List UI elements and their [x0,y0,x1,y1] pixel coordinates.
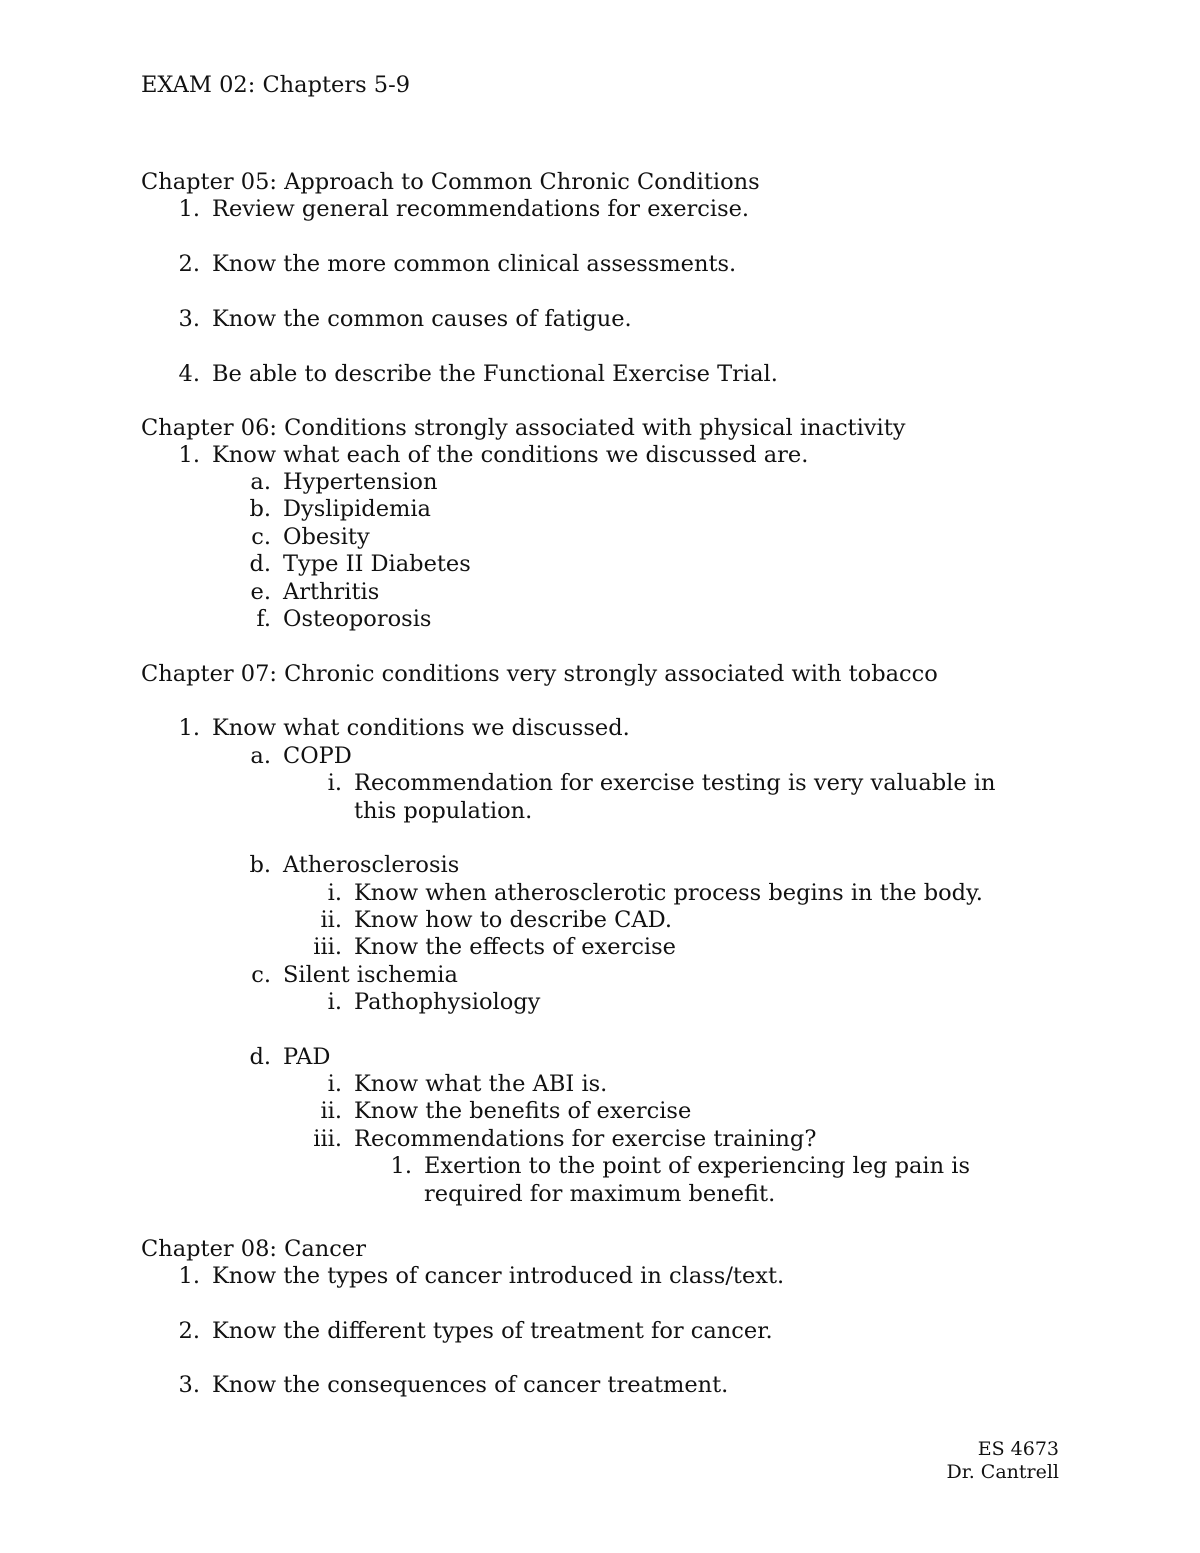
list-text: Know the common causes of fatigue. [212,306,632,332]
list-marker: 1. [178,1263,200,1289]
list-marker: iii. [313,1126,342,1152]
list-text: Exertion to the point of experiencing leg pain is [424,1153,970,1179]
list-text: Know what each of the conditions we discussed are. [212,442,809,468]
list-text: Dyslipidemia [283,496,431,522]
list-marker: c. [251,962,271,988]
list-marker: ii. [320,907,342,933]
list-marker: f. [256,606,271,632]
list-marker: ii. [320,1098,342,1124]
list-text: Know the more common clinical assessments. [212,251,737,277]
list-text: Be able to describe the Functional Exercise Trial. [212,361,778,387]
list-text: Know the consequences of cancer treatment. [212,1372,729,1398]
list-marker: b. [249,852,271,878]
footer-course: ES 4673 [977,1438,1059,1460]
chapter-08-heading: Chapter 08: Cancer [141,1236,366,1262]
list-text: Know the types of cancer introduced in class/text. [212,1263,785,1289]
list-marker: 3. [178,306,200,332]
list-text: Hypertension [283,469,438,495]
list-text: PAD [283,1044,331,1070]
list-marker: 1. [178,196,200,222]
list-text: Review general recommendations for exercise. [212,196,750,222]
list-text: Obesity [283,524,370,550]
list-text: Recommendation for exercise testing is very valuable in [354,770,996,796]
page-title: EXAM 02: Chapters 5-9 [141,72,411,98]
list-text-continued: this population. [354,798,533,824]
list-marker: 1. [178,442,200,468]
list-marker: i. [327,989,342,1015]
list-text: Pathophysiology [354,989,541,1015]
list-text: Type II Diabetes [283,551,471,577]
list-text: Osteoporosis [283,606,432,632]
chapter-07-heading: Chapter 07: Chronic conditions very strongly associated with tobacco [141,661,938,687]
list-text: Recommendations for exercise training? [354,1126,817,1152]
list-marker: 2. [178,251,200,277]
list-text: Know what conditions we discussed. [212,715,630,741]
list-text: Atherosclerosis [283,852,460,878]
list-marker: d. [249,551,271,577]
list-marker: i. [327,1071,342,1097]
list-marker: i. [327,880,342,906]
footer-instructor: Dr. Cantrell [946,1461,1059,1483]
list-marker: c. [251,524,271,550]
list-text: Know the effects of exercise [354,934,676,960]
list-text: Know the different types of treatment for cancer. [212,1318,773,1344]
list-text: Know how to describe CAD. [354,907,672,933]
list-marker: a. [250,743,271,769]
chapter-06-heading: Chapter 06: Conditions strongly associated with physical inactivity [141,415,906,441]
list-marker: 4. [178,361,200,387]
list-marker: 1. [178,715,200,741]
list-marker: d. [249,1044,271,1070]
list-text: COPD [283,743,352,769]
list-text: Know when atherosclerotic process begins in the body. [354,880,983,906]
list-text: Know the benefits of exercise [354,1098,692,1124]
list-marker: 3. [178,1372,200,1398]
list-marker: iii. [313,934,342,960]
list-marker: b. [249,496,271,522]
list-text: Know what the ABI is. [354,1071,608,1097]
list-text: Silent ischemia [283,962,458,988]
list-text: Arthritis [283,579,380,605]
list-marker: a. [250,469,271,495]
list-text-continued: required for maximum benefit. [424,1181,776,1207]
list-marker: i. [327,770,342,796]
list-marker: 1. [390,1153,412,1179]
chapter-05-heading: Chapter 05: Approach to Common Chronic Conditions [141,169,760,195]
list-marker: e. [250,579,271,605]
list-marker: 2. [178,1318,200,1344]
